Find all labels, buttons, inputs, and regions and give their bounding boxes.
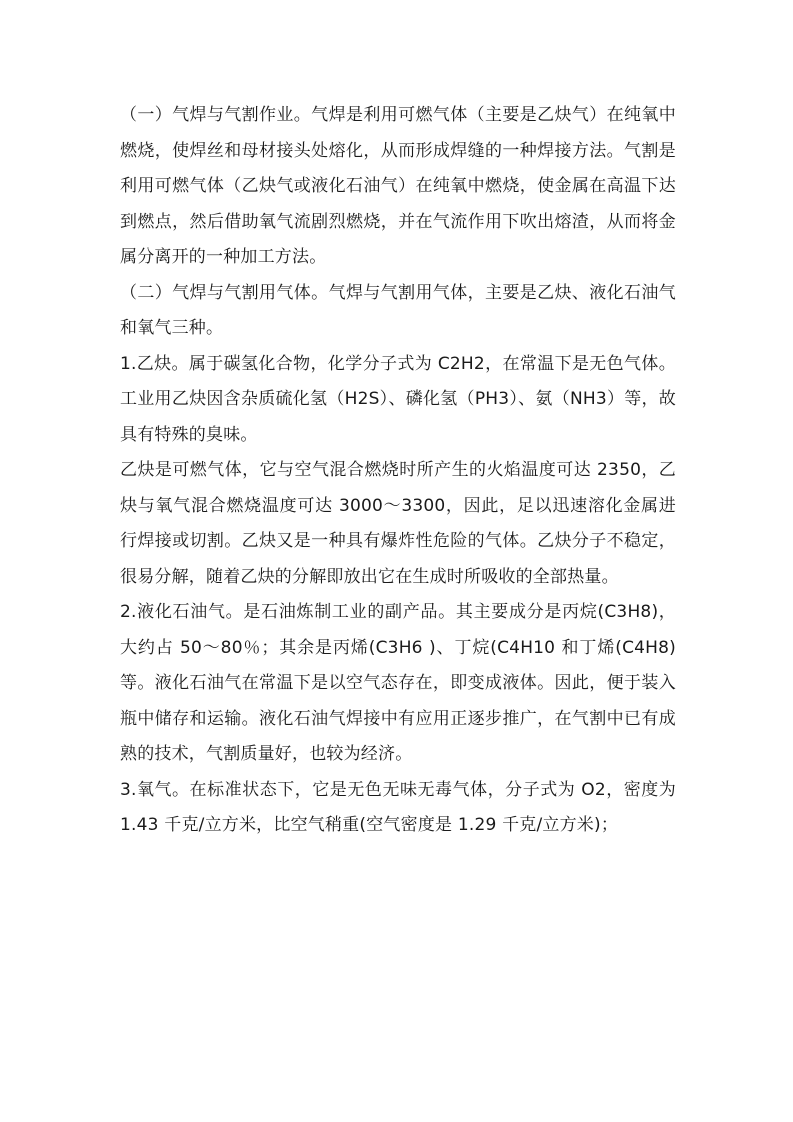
paragraph-gases-used: （二）气焊与气割用气体。气焊与气割用气体，主要是乙炔、液化石油气和氧气三种。 — [120, 282, 676, 338]
paragraph-acetylene: 1.乙炔。属于碳氢化合物，化学分子式为 C2H2，在常温下是无色气体。工业用乙炔因含杂质硫化氢（H2S）、磷化氢（PH3）、氨（NH3）等，故具有特殊的臭味。 — [120, 353, 676, 445]
paragraph-oxygen: 3.氧气。在标准状态下，它是无色无味无毒气体，分子式为 O2，密度为 1.43 千克/立方米，比空气稍重(空气密度是 1.29 千克/立方米)； — [120, 779, 676, 835]
paragraph-gas-welding-cutting-definition: （一）气焊与气割作业。气焊是利用可燃气体（主要是乙炔气）在纯氧中燃烧，使焊丝和母材接头处熔化，从而形成焊缝的一种焊接方法。气割是利用可燃气体（乙炔气或液化石油气）在纯氧中燃烧，使金属在高温下达到燃点，然后借助氧气流剧烈燃烧，并在气流作用下吹出熔渣，从而将金属分离开的一种加工方法。 — [120, 105, 676, 267]
paragraph-acetylene-properties: 乙炔是可燃气体，它与空气混合燃烧时所产生的火焰温度可达 2350，乙炔与氧气混合燃烧温度可达 3000～3300，因此，足以迅速溶化金属进行焊接或切割。乙炔又是一种具有爆炸性危险的气体。乙炔分子不稳定，很易分解，随着乙炔的分解即放出它在生成时所吸收的全部热量。 — [120, 460, 676, 587]
paragraph-lpg: 2.液化石油气。是石油炼制工业的副产品。其主要成分是丙烷(C3H8)，大约占 50～80％；其余是丙烯(C3H6 )、丁烷(C4H10 和丁烯(C4H8)等。液化石油气在常温下是以空气态存在，即变成液体。因此，便于装入瓶中储存和运输。液化石油气焊接中有应用正逐步推广，在气割中已有成熟的技术，气割质量好，也较为经济。 — [120, 602, 676, 764]
document-body — [120, 98, 676, 844]
